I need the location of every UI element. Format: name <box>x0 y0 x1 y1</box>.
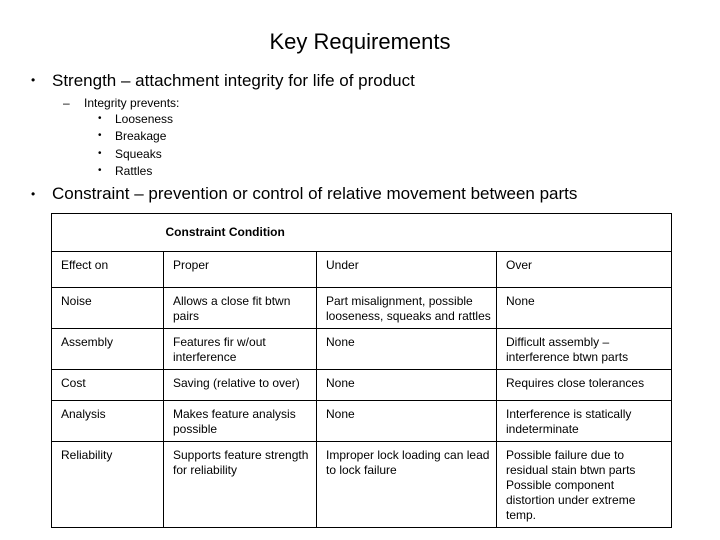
constraint-table <box>51 213 672 528</box>
table-cell: Over <box>497 252 672 288</box>
table-cell: Allows a close fit btwn pairs <box>164 288 317 329</box>
table-cell: Part misalignment, possible looseness, squeaks and rattles <box>317 288 497 329</box>
table-row <box>52 329 672 370</box>
table-cell: Cost <box>52 370 164 401</box>
table-cell: Analysis <box>52 401 164 442</box>
table-cell: Reliability <box>52 442 164 528</box>
table-row <box>52 401 672 442</box>
integrity-item: Breakage <box>115 129 167 143</box>
table-cell: Effect on <box>52 252 164 288</box>
table-cell: None <box>497 288 672 329</box>
table-cell: None <box>317 329 497 370</box>
table-header-row <box>52 214 672 252</box>
table-cell: None <box>317 370 497 401</box>
table-cell: Interference is statically indeterminate <box>497 401 672 442</box>
sub-bullet-dot: • <box>98 130 102 141</box>
integrity-item: Squeaks <box>115 147 162 161</box>
integrity-item: Looseness <box>115 112 174 126</box>
table-cell: Noise <box>52 288 164 329</box>
table-cell: Saving (relative to over) <box>164 370 317 401</box>
table-cell: Features fir w/out interference <box>164 329 317 370</box>
bullet-dot: • <box>31 187 36 201</box>
table-cell: Assembly <box>52 329 164 370</box>
cell-line: Possible failure due to residual stain btwn parts <box>506 448 636 477</box>
table-row <box>52 288 672 329</box>
integrity-label: Integrity prevents: <box>84 96 180 110</box>
integrity-item: Rattles <box>115 164 153 178</box>
sub-bullet-dot: • <box>98 113 102 124</box>
table-cell: Improper lock loading can lead to lock failure <box>317 442 497 528</box>
table-cell: Requires close tolerances <box>497 370 672 401</box>
table-cell: Makes feature analysis possible <box>164 401 317 442</box>
table-cell: Supports feature strength for reliability <box>164 442 317 528</box>
table-row <box>52 442 672 528</box>
bullet-strength: Strength – attachment integrity for life of product <box>52 71 415 90</box>
table-row <box>52 252 672 288</box>
bullet-dot: • <box>31 73 36 87</box>
table-cell: None <box>317 401 497 442</box>
table-header-blank <box>52 214 164 252</box>
sub-bullet-dot: • <box>98 165 102 176</box>
sub-bullet-dot: • <box>98 148 102 159</box>
table-header-constraint-condition: Constraint Condition <box>164 214 672 252</box>
table-row <box>52 370 672 401</box>
bullet-constraint: Constraint – prevention or control of relative movement between parts <box>52 184 578 203</box>
table-cell-multiline <box>497 442 672 528</box>
table-cell: Under <box>317 252 497 288</box>
page-title: Key Requirements <box>269 29 451 54</box>
cell-line: Possible component distortion under extreme temp. <box>506 478 636 522</box>
sub-bullet-dash: – <box>63 96 70 110</box>
table-cell: Difficult assembly – interference btwn parts <box>497 329 672 370</box>
table-cell: Proper <box>164 252 317 288</box>
